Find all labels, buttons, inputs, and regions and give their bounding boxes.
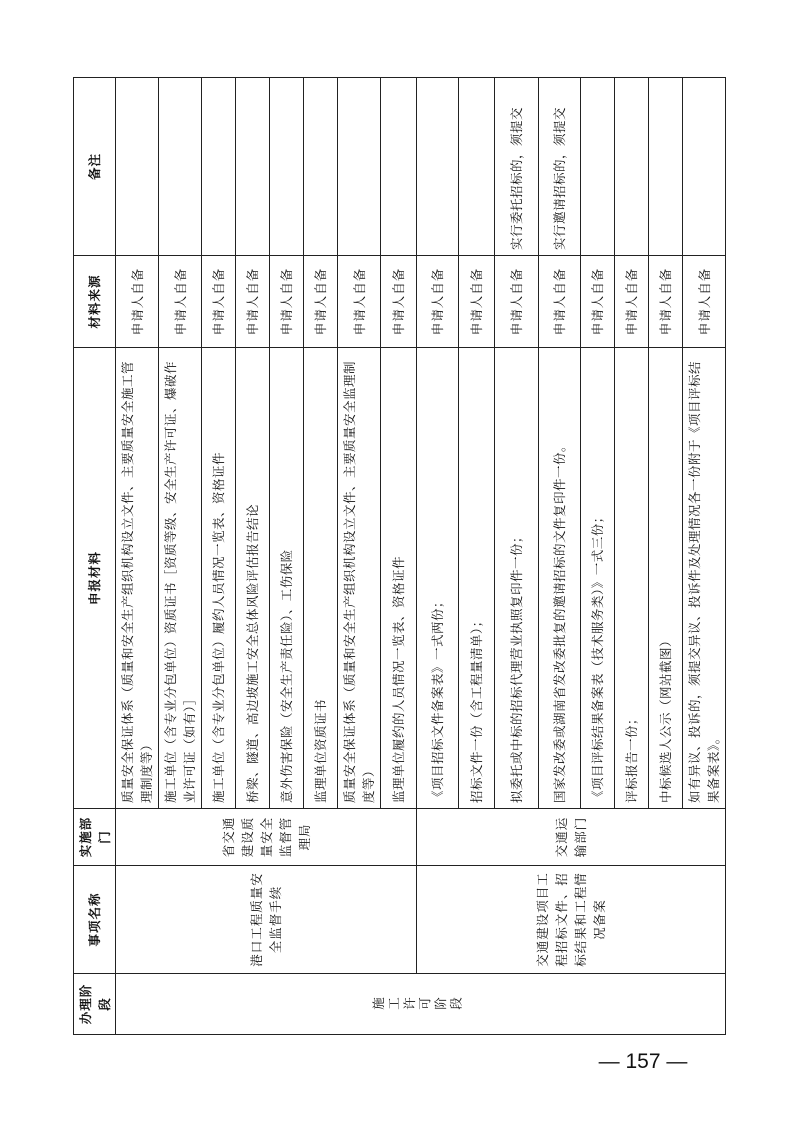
source-cell: 申请人自备 <box>495 256 539 348</box>
material-cell: 国家发改委或湖南省发改委批复的邀请招标的文件复印件一份。 <box>539 348 581 809</box>
note-cell <box>236 78 270 256</box>
note-cell <box>417 78 459 256</box>
header-source: 材料来源 <box>74 256 116 348</box>
material-cell: 意外伤害保险（安全生产责任险）、工伤保险 <box>270 348 304 809</box>
header-stage: 办理阶段 <box>74 974 116 1035</box>
material-cell: 如有异议、投诉的，须提交异议、投诉件及处理情况各一份附于《项目评标结果备案表》。 <box>683 348 726 809</box>
source-cell: 申请人自备 <box>539 256 581 348</box>
source-cell: 申请人自备 <box>116 256 159 348</box>
material-cell: 《项目评标结果备案表（技术服务类）》一式三份； <box>581 348 615 809</box>
source-cell: 申请人自备 <box>649 256 683 348</box>
material-cell: 质量安全保证体系（质量和安全生产组织机构设立文件、主要质量安全施工管理制度等） <box>116 348 159 809</box>
materials-table <box>73 77 726 1035</box>
note-cell <box>615 78 649 256</box>
source-cell: 申请人自备 <box>615 256 649 348</box>
header-item: 事项名称 <box>74 866 116 974</box>
source-cell: 申请人自备 <box>417 256 459 348</box>
rotated-table <box>73 78 721 1035</box>
source-cell: 申请人自备 <box>159 256 202 348</box>
material-cell: 施工单位（含专业分包单位）履约人员情况一览表、资格证件 <box>202 348 236 809</box>
dept-cell: 省交通建设质量安全监督管理局 <box>116 809 417 866</box>
note-cell <box>338 78 381 256</box>
note-cell <box>270 78 304 256</box>
note-cell: 实行委托招标的，须提交 <box>495 78 539 256</box>
source-cell: 申请人自备 <box>381 256 417 348</box>
source-cell: 申请人自备 <box>338 256 381 348</box>
header-dept: 实施部门 <box>74 809 116 866</box>
note-cell <box>159 78 202 256</box>
header-row <box>74 78 116 1035</box>
dept-cell: 交通运输部门 <box>417 809 726 866</box>
note-cell <box>649 78 683 256</box>
note-cell <box>304 78 338 256</box>
material-cell: 施工单位（含专业分包单位）资质证书［资质等级、安全生产许可证、爆破作业许可证（如有）］ <box>159 348 202 809</box>
rotated-table-container <box>73 78 721 1035</box>
material-cell: 监理单位履约的人员情况一览表、资格证件 <box>381 348 417 809</box>
note-cell <box>116 78 159 256</box>
note-cell <box>459 78 495 256</box>
note-cell <box>581 78 615 256</box>
source-cell: 申请人自备 <box>270 256 304 348</box>
page-number: — 157 — <box>598 1050 688 1073</box>
note-cell <box>381 78 417 256</box>
material-cell: 质量安全保证体系（质量和安全生产组织机构设立文件、主要质量安全监理制度等） <box>338 348 381 809</box>
material-cell: 中标候选人公示（网站截图） <box>649 348 683 809</box>
source-cell: 申请人自备 <box>202 256 236 348</box>
header-note: 备注 <box>74 78 116 256</box>
material-cell: 桥梁、隧道、高边坡施工安全总体风险评估报告结论 <box>236 348 270 809</box>
note-cell: 实行邀请招标的，须提交 <box>539 78 581 256</box>
header-material: 申报材料 <box>74 348 116 809</box>
material-cell: 拟委托或中标的招标代理营业执照复印件一份； <box>495 348 539 809</box>
material-cell: 监理单位资质证书 <box>304 348 338 809</box>
note-cell <box>202 78 236 256</box>
note-cell <box>683 78 726 256</box>
item-name-cell: 交通建设项目工程招标文件、招标结果和工程情况备案 <box>417 866 726 974</box>
source-cell: 申请人自备 <box>459 256 495 348</box>
material-cell: 《项目招标文件备案表》一式两份； <box>417 348 459 809</box>
source-cell: 申请人自备 <box>581 256 615 348</box>
material-cell: 招标文件一份（含工程量清单）； <box>459 348 495 809</box>
source-cell: 申请人自备 <box>304 256 338 348</box>
source-cell: 申请人自备 <box>236 256 270 348</box>
item-name-cell: 港口工程质量安全监督手续 <box>116 866 417 974</box>
table-row <box>417 78 459 1035</box>
material-cell: 评标报告一份； <box>615 348 649 809</box>
source-cell: 申请人自备 <box>683 256 726 348</box>
table-row <box>116 78 159 1035</box>
stage-cell: 施工许可阶段 <box>116 974 726 1035</box>
